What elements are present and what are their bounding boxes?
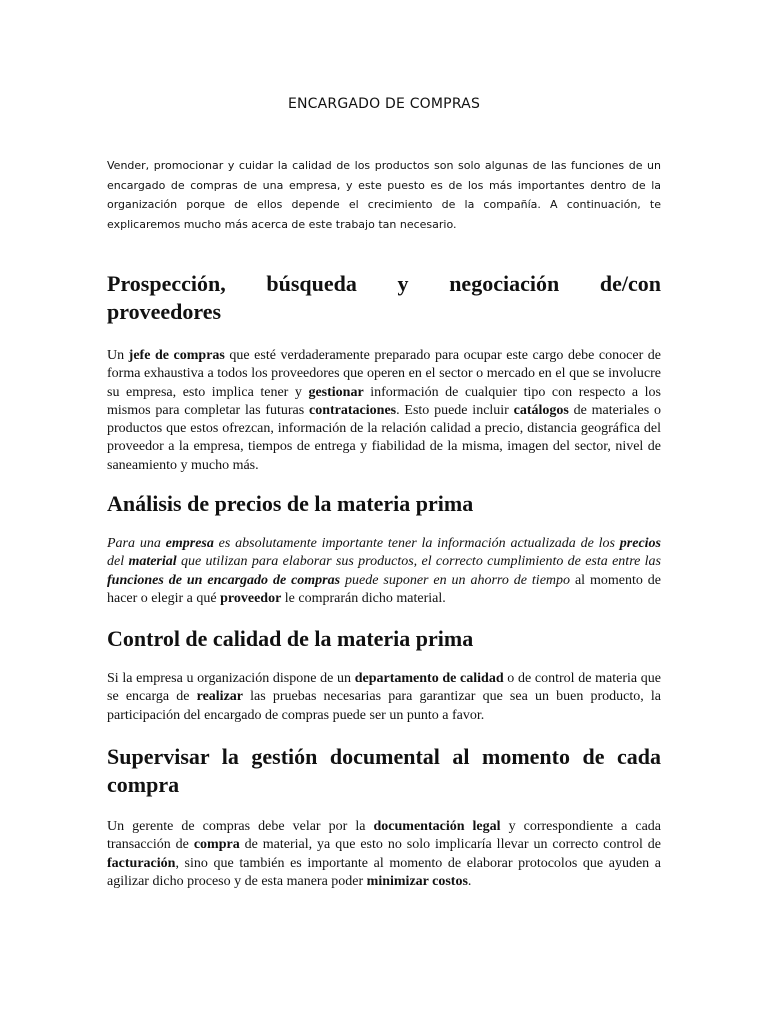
bold-term: realizar: [196, 689, 243, 705]
bold-italic-term: empresa: [165, 536, 214, 551]
section-heading-control: Control de calidad de la materia prima: [107, 626, 474, 651]
bold-term: jefe de compras: [128, 348, 225, 363]
heading-word: y: [397, 271, 409, 296]
intro-paragraph: Vender, promocionar y cuidar la calidad de los productos son solo algunas de las funciones de un encargado de compras de una empresa, y este puesto es de los más importantes dentro de la organización porque de ellos depende el crecimiento de la compañía. A continuación, te explicaremos mucho más acerca de este trabajo tan necesario.: [107, 159, 661, 231]
section-paragraph-supervisar: [107, 818, 661, 891]
text-run: .: [467, 873, 472, 889]
heading-word: de/con: [599, 271, 661, 296]
bold-italic-term: material: [128, 554, 177, 570]
text-run: . Esto puede incluir: [396, 402, 514, 418]
heading-line-2: proveedores: [107, 299, 222, 324]
text-run: , sino que también es importante al momento de elaborar protocolos que ayuden a agilizar dicho proceso y de esta manera poder: [107, 855, 661, 889]
text-run: las pruebas necesarias para garantizar que sea un buen producto, la participación del encargado de compras puede ser un punto a favor.: [107, 689, 661, 723]
section-heading-prospeccion: [107, 270, 661, 326]
bold-term: contrataciones: [309, 402, 397, 418]
text-run: Un gerente de compras debe velar por la: [107, 819, 374, 834]
section-paragraph-analisis: [107, 535, 661, 608]
bold-term: gestionar: [308, 384, 364, 400]
text-run: y correspondiente a cada transacción de: [107, 819, 661, 853]
text-run: información de cualquier tipo con respecto a los mismos para completar las futuras: [107, 384, 661, 418]
bold-italic-term: precios: [619, 536, 661, 551]
text-run: al momento de hacer o elegir a qué: [107, 572, 662, 606]
bold-term: facturación: [107, 855, 176, 871]
text-run: que esté verdaderamente preparado para ocupar este cargo debe conocer de forma exhaustiva a todos los proveedores que operen en el sector o mercado en el que se involucre su empresa, esto implica tener y: [107, 348, 661, 400]
text-run: de materiales o productos que estos ofrezcan, información de la relación calidad a precio, distancia geográfica del proveedor a la empresa, tiempos de entrega y fiabilidad de la misma, imagen del sector, nivel de saneamiento y mucho más.: [107, 402, 661, 473]
section-paragraph-prospeccion: [107, 347, 661, 475]
document-title: ENCARGADO DE COMPRAS: [287, 96, 481, 112]
bold-term: catálogos: [513, 402, 569, 418]
heading-word: Prospección,: [107, 271, 226, 296]
bold-term: minimizar costos: [366, 873, 468, 889]
heading-line-1: [107, 270, 661, 298]
text-run: Si la empresa u organización dispone de un: [107, 671, 355, 686]
heading-word: búsqueda: [266, 271, 357, 296]
section-paragraph-control: [107, 670, 661, 725]
italic-run: es absolutamente importante tener la información actualizada de los: [213, 536, 620, 551]
text-run: o de control de materia que se encarga de: [107, 671, 661, 705]
text-run: le comprarán dicho material.: [281, 590, 446, 606]
bold-term: documentación legal: [373, 819, 501, 834]
bold-term: departamento de calidad: [354, 671, 504, 686]
bold-term: proveedor: [220, 590, 282, 606]
italic-run: puede suponer en un ahorro de tiempo: [340, 572, 571, 588]
section-heading-analisis: Análisis de precios de la materia prima: [107, 491, 474, 516]
heading-word: negociación: [449, 271, 560, 296]
italic-run: Para una: [107, 536, 166, 551]
italic-run: que utilizan para elaborar sus productos, el correcto cumplimiento de esta entre las: [176, 554, 661, 570]
italic-run: del: [107, 554, 129, 570]
text-run: de material, ya que esto no solo implicaría llevar un correcto control de: [239, 837, 661, 853]
bold-italic-term: funciones de un encargado de compras: [107, 572, 341, 588]
bold-term: compra: [193, 837, 240, 853]
section-heading-supervisar: Supervisar la gestión documental al momento de cada compra: [107, 744, 661, 797]
text-run: Un: [107, 348, 129, 363]
